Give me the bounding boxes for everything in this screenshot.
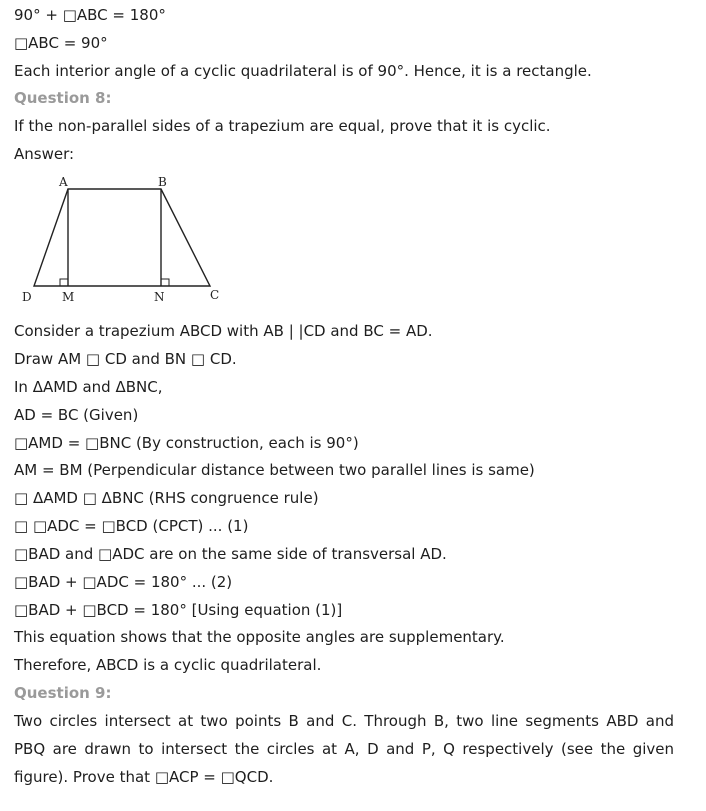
proof-line: □BAD + □BCD = 180° [Using equation (1)] [14, 601, 343, 619]
proof-line: □AMD = □BNC (By construction, each is 90°) [14, 434, 359, 452]
proof-line: □ □ADC = □BCD (CPCT) ... (1) [14, 517, 249, 535]
point-label-m: M [62, 290, 75, 304]
question-9-line: Two circles intersect at two points B and C. Through B, two line segments ABD and [14, 712, 674, 730]
proof-line: AD = BC (Given) [14, 406, 139, 424]
vertex-label-c: C [210, 288, 220, 302]
question-9-heading: Question 9: [14, 684, 112, 702]
trapezium-figure [14, 168, 244, 310]
right-angle-mark-m [60, 279, 68, 286]
proof-line: □ ΔAMD □ ΔBNC (RHS congruence rule) [14, 489, 319, 507]
right-angle-mark-n [161, 279, 169, 286]
proof-line: □BAD and □ADC are on the same side of transversal AD. [14, 545, 447, 563]
trapezium-abcd [34, 189, 210, 286]
proof-line: In ΔAMD and ΔBNC, [14, 378, 163, 396]
proof-line: AM = BM (Perpendicular distance between two parallel lines is same) [14, 461, 535, 479]
equation-line: □ABC = 90° [14, 34, 108, 52]
question-8-heading: Question 8: [14, 89, 112, 107]
vertex-label-d: D [22, 290, 32, 304]
answer-label: Answer: [14, 145, 75, 163]
equation-line: 90° + □ABC = 180° [14, 6, 166, 24]
conclusion-line: Each interior angle of a cyclic quadrilateral is of 90°. Hence, it is a rectangle. [14, 62, 592, 80]
proof-line: Draw AM □ CD and BN □ CD. [14, 350, 237, 368]
point-label-n: N [154, 290, 165, 304]
proof-line: Consider a trapezium ABCD with AB | |CD and BC = AD. [14, 322, 433, 340]
proof-line: Therefore, ABCD is a cyclic quadrilateral. [14, 656, 322, 674]
question-9-line: figure). Prove that □ACP = □QCD. [14, 768, 274, 786]
vertex-label-a: A [59, 175, 68, 189]
proof-line: This equation shows that the opposite angles are supplementary. [14, 628, 505, 646]
vertex-label-b: B [158, 175, 167, 189]
question-8-statement: If the non-parallel sides of a trapezium are equal, prove that it is cyclic. [14, 117, 551, 135]
proof-line: □BAD + □ADC = 180° ... (2) [14, 573, 233, 591]
question-9-line: PBQ are drawn to intersect the circles at A, D and P, Q respectively (see the given [14, 740, 674, 758]
